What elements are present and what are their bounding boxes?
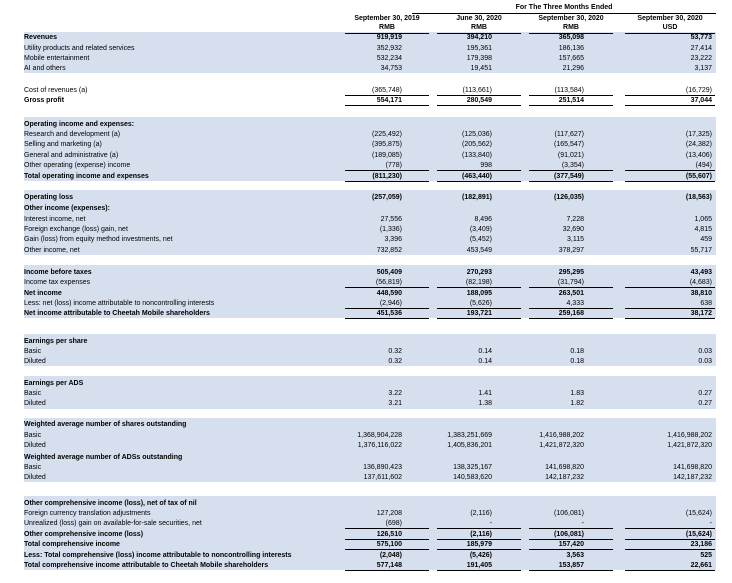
cell-value: 0.03 [698,358,712,365]
cell-value: 185,979 [466,541,492,548]
cell-value: 53,773 [690,34,712,41]
subtotal-rule [345,170,429,171]
cell-value: 451,536 [376,310,402,317]
row-label: Utility products and related services [24,45,135,52]
row-label: Other operating (expense) income [24,162,131,169]
cell-value: 142,187,232 [673,474,712,481]
table-row [0,499,732,508]
row-label: Net income attributable to Cheetah Mobile shareholders [24,310,210,317]
cell-value: (16,729) [685,87,712,94]
total-rule [345,105,429,106]
row-label: Basic [24,390,42,397]
table-row [0,86,732,95]
total-rule [437,318,521,319]
row-label: Weighted average number of ADSs outstanding [24,454,183,461]
table-row [0,268,732,277]
subtotal-rule [625,528,715,529]
row-label: Research and development (a) [24,131,121,138]
cell-value: 352,932 [376,45,402,52]
cell-value: (17,325) [685,131,712,138]
cell-value: 448,590 [376,290,402,297]
cell-value: 137,611,602 [363,474,402,481]
total-rule [529,105,613,106]
row-label: Income before taxes [24,269,92,276]
total-rule [625,105,715,106]
cell-value: (113,584) [554,87,584,94]
cell-value: 1,376,116,022 [357,442,402,449]
cell-value: 505,409 [376,269,402,276]
subtotal-rule [437,287,521,288]
cell-value: (365,748) [372,87,402,94]
subtotal-rule [529,528,613,529]
cell-value: 157,665 [558,55,584,62]
table-row [0,347,732,356]
cell-value: 142,187,232 [545,474,584,481]
cell-value: (15,624) [685,531,712,538]
table-row [0,161,732,170]
table-row [0,399,732,408]
subtotal-rule [437,549,521,550]
cell-value: 153,857 [558,562,584,569]
table-row [0,299,732,308]
cell-value: 27,556 [380,216,402,223]
cell-value: 378,297 [558,247,584,254]
table-row [0,278,732,287]
cell-value: 188,095 [466,290,492,297]
total-rule [345,570,429,571]
cell-value: 19,451 [470,65,492,72]
subtotal-rule [437,528,521,529]
cell-value: 32,690 [562,226,584,233]
cell-value: 1,416,988,202 [539,432,584,439]
table-row [0,441,732,450]
subtotal-rule [625,170,715,171]
table-row [0,540,732,549]
row-label: Diluted [24,442,46,449]
cell-value: 22,661 [690,562,712,569]
cell-value: 0.14 [478,358,492,365]
cell-value: 21,296 [562,65,584,72]
cell-value: 263,501 [558,290,584,297]
cell-value: (463,440) [462,173,492,180]
table-row [0,44,732,53]
cell-value: 394,210 [466,34,492,41]
subtotal-rule [345,287,429,288]
row-label: Basic [24,432,42,439]
cell-value: (811,230) [372,173,402,180]
table-row [0,140,732,149]
cell-value: 525 [700,552,712,559]
row-label: Operating income and expenses: [24,121,135,128]
cell-value: (189,085) [372,152,402,159]
cell-value: 554,171 [376,97,402,104]
subtotal-rule [437,170,521,171]
cell-value: 0.32 [388,358,402,365]
cell-value: (3,409) [469,226,492,233]
cell-value: 38,172 [690,310,712,317]
subtotal-rule [345,528,429,529]
col-header-date-0: September 30, 2019 [354,15,420,22]
total-rule [529,181,613,182]
row-label: Less: Total comprehensive (loss) income attributable to noncontrolling interests [24,552,292,559]
cell-value: (126,035) [554,194,584,201]
cell-value: (698) [385,520,402,527]
cell-value: 1,405,836,201 [447,442,492,449]
cell-value: (395,875) [372,141,402,148]
table-row [0,130,732,139]
row-label: Mobile entertainment [24,55,90,62]
table-row [0,193,732,202]
total-rule [437,105,521,106]
period-title: For The Three Months Ended [515,4,613,11]
cell-value: 532,234 [376,55,402,62]
table-row [0,473,732,482]
cell-value: (82,198) [465,279,492,286]
cell-value: (31,794) [557,279,584,286]
table-row [0,54,732,63]
cell-value: 3.22 [388,390,402,397]
table-row [0,431,732,440]
row-label: Gross profit [24,97,65,104]
table-row [0,225,732,234]
row-label: Gain (loss) from equity method investments, net [24,236,173,243]
col-header-unit-3: USD [662,24,678,31]
cell-value: (778) [385,162,402,169]
table-row [0,289,732,298]
cell-value: 126,510 [376,531,402,538]
cell-value: 193,721 [466,310,492,317]
subtotal-rule [625,287,715,288]
cell-value: 453,549 [466,247,492,254]
row-label: Interest income, net [24,216,86,223]
total-rule [625,570,715,571]
table-row [0,235,732,244]
row-label: Other income (expenses): [24,205,110,212]
cell-value: 8,496 [474,216,492,223]
table-row [0,519,732,528]
cell-value: 577,148 [376,562,402,569]
cell-value: 157,420 [558,541,584,548]
cell-value: 732,852 [376,247,402,254]
total-rule [345,181,429,182]
cell-value: (2,116) [470,510,492,517]
col-header-date-3: September 30, 2020 [637,15,703,22]
row-label: Other comprehensive income (loss) [24,531,144,538]
row-label: Diluted [24,400,46,407]
cell-value: (15,624) [685,510,712,517]
cell-value: - [709,520,712,527]
row-label: General and administrative (a) [24,152,119,159]
table-row [0,509,732,518]
cell-value: 0.18 [570,358,584,365]
subtotal-rule [529,287,613,288]
total-rule [437,570,521,571]
cell-value: 38,810 [690,290,712,297]
cell-value: 138,325,167 [453,464,492,471]
cell-value: 1,421,872,320 [667,442,712,449]
row-label: Revenues [24,34,58,41]
col-header-date-2: September 30, 2020 [538,15,604,22]
cell-value: (1,336) [379,226,402,233]
cell-value: 141,698,820 [673,464,712,471]
cell-value: 295,295 [558,269,584,276]
cell-value: - [489,520,492,527]
row-label: Operating loss [24,194,74,201]
row-label: Cost of revenues (a) [24,87,88,94]
row-label: Foreign exchange (loss) gain, net [24,226,128,233]
table-row [0,551,732,560]
cell-value: 23,222 [690,55,712,62]
table-row [0,530,732,539]
cell-value: - [581,520,584,527]
cell-value: 34,753 [380,65,402,72]
row-label: Other comprehensive income (loss), net of tax of nil [24,500,197,507]
cell-value: 0.27 [698,400,712,407]
cell-value: (113,661) [462,87,492,94]
cell-value: 0.18 [570,348,584,355]
cell-value: 127,208 [376,510,402,517]
total-rule [529,318,613,319]
cell-value: (106,081) [554,510,584,517]
cell-value: 4,815 [694,226,712,233]
cell-value: 638 [700,300,712,307]
table-row [0,389,732,398]
cell-value: (165,547) [554,141,584,148]
table-row [0,379,732,388]
cell-value: (257,059) [372,194,402,201]
cell-value: 0.27 [698,390,712,397]
col-header-unit-2: RMB [563,24,579,31]
total-rule [625,181,715,182]
cell-value: 270,293 [466,269,492,276]
cell-value: (55,607) [685,173,712,180]
table-row [0,96,732,105]
table-row [0,453,732,462]
cell-value: (494) [695,162,712,169]
total-rule [529,570,613,571]
cell-value: 1,416,988,202 [667,432,712,439]
row-label: Total operating income and expenses [24,173,149,180]
cell-value: 998 [480,162,492,169]
cell-value: (2,116) [470,531,492,538]
cell-value: (106,081) [554,531,584,538]
row-label: Net income [24,290,62,297]
row-label: Unrealized (loss) gain on available-for-sale securities, net [24,520,202,527]
cell-value: 4,333 [566,300,584,307]
cell-value: 186,136 [558,45,584,52]
table-row [0,463,732,472]
cell-value: 195,361 [466,45,492,52]
cell-value: (5,452) [469,236,492,243]
col-header-date-1: June 30, 2020 [456,15,502,22]
cell-value: 1,065 [694,216,712,223]
total-rule [437,181,521,182]
row-label: Total comprehensive income attributable to Cheetah Mobile shareholders [24,562,269,569]
cell-value: 280,549 [466,97,492,104]
table-row [0,172,732,181]
cell-value: 3,137 [694,65,712,72]
cell-value: (225,492) [372,131,402,138]
table-row [0,151,732,160]
cell-value: (182,891) [462,194,492,201]
row-label: Diluted [24,358,46,365]
cell-value: 1.41 [478,390,492,397]
total-rule [625,318,715,319]
cell-value: (56,819) [375,279,402,286]
cell-value: (2,048) [379,552,402,559]
cell-value: 23,186 [690,541,712,548]
cell-value: 251,514 [558,97,584,104]
row-label: Basic [24,348,42,355]
cell-value: 136,890,423 [363,464,402,471]
table-row [0,561,732,570]
cell-value: 259,168 [558,310,584,317]
row-label: Earnings per ADS [24,380,84,387]
cell-value: 1.83 [570,390,584,397]
cell-value: 37,044 [690,97,712,104]
cell-value: 7,228 [566,216,584,223]
col-header-unit-1: RMB [471,24,487,31]
cell-value: (13,406) [685,152,712,159]
cell-value: 3,563 [566,552,584,559]
table-row [0,309,732,318]
cell-value: 179,398 [466,55,492,62]
cell-value: (91,021) [557,152,584,159]
cell-value: (205,562) [462,141,492,148]
cell-value: (377,549) [554,173,584,180]
cell-value: (125,036) [462,131,492,138]
cell-value: (3,354) [561,162,584,169]
row-label: Other income, net [24,247,80,254]
cell-value: 140,583,620 [453,474,492,481]
row-label: Earnings per share [24,338,88,345]
cell-value: (4,683) [689,279,712,286]
row-label: Less: net (loss) income attributable to noncontrolling interests [24,300,215,307]
row-label: AI and others [24,65,66,72]
cell-value: (5,426) [469,552,492,559]
subtotal-rule [345,549,429,550]
cell-value: 1,383,251,669 [447,432,492,439]
subtotal-rule [529,170,613,171]
cell-value: 1.38 [478,400,492,407]
table-row [0,357,732,366]
cell-value: (24,382) [685,141,712,148]
table-row [0,246,732,255]
cell-value: 919,919 [376,34,402,41]
cell-value: (5,626) [469,300,492,307]
cell-value: 43,493 [690,269,712,276]
table-row [0,120,732,129]
row-label: Basic [24,464,42,471]
cell-value: 365,098 [558,34,584,41]
cell-value: 1.82 [570,400,584,407]
cell-value: 191,405 [466,562,492,569]
cell-value: 55,717 [690,247,712,254]
row-label: Foreign currency translation adjustments [24,510,151,517]
row-label: Total comprehensive income [24,541,120,548]
cell-value: 141,698,820 [545,464,584,471]
cell-value: 459 [700,236,712,243]
cell-value: 3,396 [384,236,402,243]
cell-value: 0.14 [478,348,492,355]
cell-value: 0.32 [388,348,402,355]
row-label: Weighted average number of shares outstanding [24,421,187,428]
row-label: Income tax expenses [24,279,91,286]
row-label: Diluted [24,474,46,481]
total-rule [345,318,429,319]
table-row [0,420,732,429]
subtotal-rule [625,549,715,550]
row-label: Selling and marketing (a) [24,141,102,148]
cell-value: 1,368,904,228 [357,432,402,439]
cell-value: (133,840) [462,152,492,159]
cell-value: (117,627) [554,131,584,138]
cell-value: 0.03 [698,348,712,355]
cell-value: 1,421,872,320 [539,442,584,449]
cell-value: 27,414 [690,45,712,52]
cell-value: (18,563) [685,194,712,201]
cell-value: 575,100 [376,541,402,548]
table-row [0,337,732,346]
table-row [0,33,732,42]
col-header-unit-0: RMB [379,24,395,31]
table-row [0,215,732,224]
table-row [0,64,732,73]
cell-value: (2,946) [379,300,402,307]
table-row [0,204,732,213]
cell-value: 3,115 [567,236,584,243]
subtotal-rule [529,549,613,550]
cell-value: 3.21 [388,400,402,407]
